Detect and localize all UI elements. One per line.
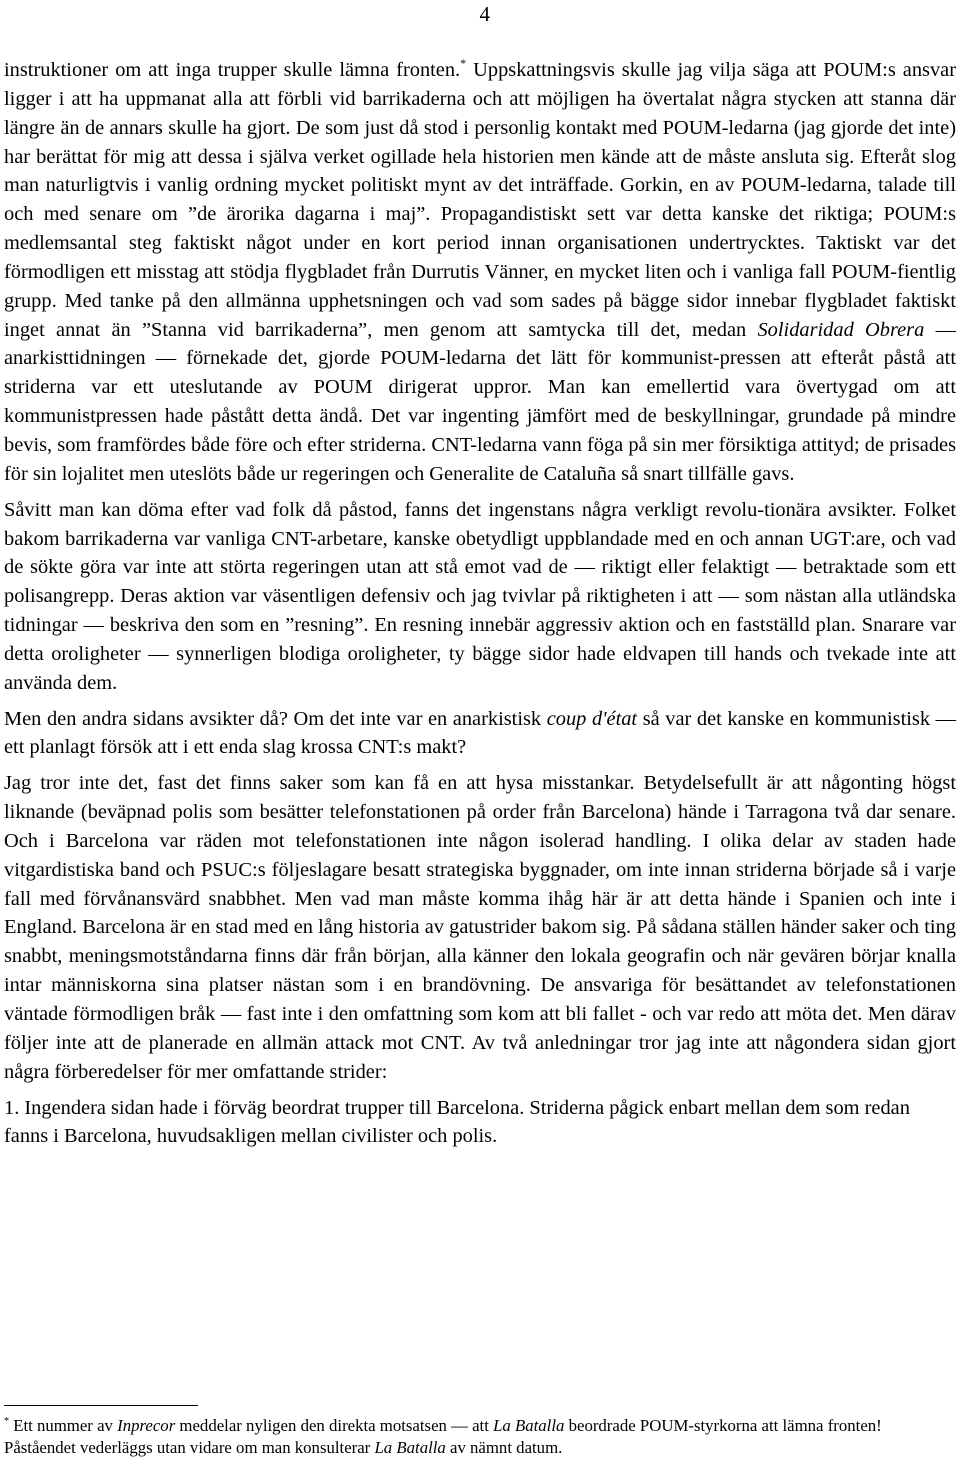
text-run: — anarkisttidningen — förnekade det, gjorde POUM-ledarna det lätt för kommunist-pressen att efteråt påstå att striderna var ett uteslutande av POUM dirigerat uppror. Man kan emellertid vara övertygad om att kommunistpressen hade påstått detta ändå. Det var ingenting jämfört med de beskyllningar, grundade på mindre bevis, som framfördes både före och efter striderna. CNT-ledarna vann föga på sin mer försiktiga attityd; de prisades för sin lojalitet men uteslöts både ur regeringen och Generalite de Cataluña så snart tillfälle gavs. [4,318,956,485]
text-run: av nämnt datum. [445,1438,563,1457]
text-run: så var det kanske en kommunistisk — ett planlagt försök att i ett enda slag krossa CNT:s makt? [4,707,957,759]
footnote-marker: * [460,56,467,70]
italic-title: Solidaridad Obrera [757,318,925,341]
text-run: Ett nummer av [9,1416,118,1435]
paragraph [4,769,956,1086]
text-run: instruktioner om att inga trupper skulle lämna fronten. [4,59,461,81]
footnote-separator [4,1405,198,1406]
paragraph [4,56,956,489]
italic-phrase: coup d'état [546,707,638,730]
body-text [4,56,956,1158]
text-run: 1. Ingendera sidan hade i förväg beordrat trupper till Barcelona. Striderna pågick enbart mellan dem som redan fanns i Barcelona, huvudsakligen mellan civilister och polis. [4,1096,910,1148]
paragraph [4,705,956,763]
italic-title: La Batalla [374,1438,446,1457]
italic-title: Inprecor [117,1416,176,1435]
numbered-paragraph [4,1094,956,1152]
text-run: Jag tror inte det, fast det finns saker som kan få en att hysa misstankar. Betydelsefullt är att någonting högst liknande (beväpnad polis som besätter telefonstationen på order från Barcelona) hände i Tarragona två dar senare. Och i Barcelona var räden mot telefonstationen inte någon isolerad handling. I olika delar av staden hade vitgardistiska band och PSUC:s följeslagare besatt strategiska byggnader, om inte innan striderna började så i varje fall med förvånansvärd snabbhet. Men vad man måste komma ihåg här är att detta hände i Spanien och inte i England. Barcelona är en stad med en lång historia av gatustrider bakom sig. På sådana ställen händer saker och ting snabbt, meningsmotståndarna finns där från början, alla känner den lokala geografin och när gevären börjar knalla intar människorna sina platser nästan som i en brandövning. De ansvariga för besättandet av telefonstationen väntade förmodligen bråk — fast inte i den omfattning som kom att bli fallet - och var redo att möta det. Men därav följer inte att de planerade en allmän attack mot CNT. Av två anledningar tror jag inte att någondera sidan gjort några förberedelser för mer omfattande strider: [4,772,956,1083]
text-run: meddelar nyligen den direkta motsatsen — att [175,1416,494,1435]
text-run: Såvitt man kan döma efter vad folk då påstod, fanns det ingenstans några verkligt revolu-tionära avsikter. Folket bakom barrikaderna var vanliga CNT-arbetare, kanske obetydligt uppblandade med en och annan UGT:are, och vad de sökte göra var inte att störta regeringen utan att stå emot vad de — riktigt eller felaktigt — betraktade som ett polisangrepp. Deras aktion var väsentligen defensiv och jag tvivlar på riktigheten i att — som nästan alla utländska tidningar — beskriva den som en ”resning”. En resning innebär aggressiv aktion och en fastställd plan. Snarare var detta oroligheter — synnerligen blodiga oroligheter, ty bägge sidor hade eldvapen till hands och tvekade inte att använda dem. [4,498,956,694]
text-run: Uppskattningsvis skulle jag vilja säga att POUM:s ansvar ligger i att ha uppmanat alla att förbli vid barrikaderna och att möjligen ha övertalat några stycken att stanna där längre än de annars skulle ha gjort. De som just då stod i personlig kontakt med POUM-ledarna (jag gjorde det inte) har berättat för mig att dessa i själva verket ogillade hela historien men kände att de måste ansluta sig. Efteråt slog man naturligtvis i vanlig ordning mycket politiskt mynt av det inträffade. Gorkin, en av POUM-ledarna, talade till och med senare om ”de ärorika dagarna i maj”. Propagandistiskt sett var detta kanske det riktiga; POUM:s medlemsantal steg faktiskt något under en kort period innan organisationen undertrycktes. Taktiskt var det förmodligen ett misstag att stödja flygbladet från Durrutis Vänner, en mycket liten och i vanliga fall POUM-fientlig grupp. Med tanke på den allmänna upphetsningen och vad som sades på bägge sidor innebar flygbladet faktiskt inget annat än ”Stanna vid barrikaderna”, men genom att samtycka till det, medan [4,59,956,341]
footnote-marker: * [4,1416,9,1427]
text-run: beordrade POUM-styrkorna att lämna fronten! Påståendet vederläggs utan vidare om man konsulterar [4,1416,882,1457]
footnote [4,1415,956,1459]
page-number: 4 [479,2,490,26]
text-run: Men den andra sidans avsikter då? Om det inte var en anarkistisk [4,707,547,730]
italic-title: La Batalla [493,1416,565,1435]
paragraph [4,496,956,698]
